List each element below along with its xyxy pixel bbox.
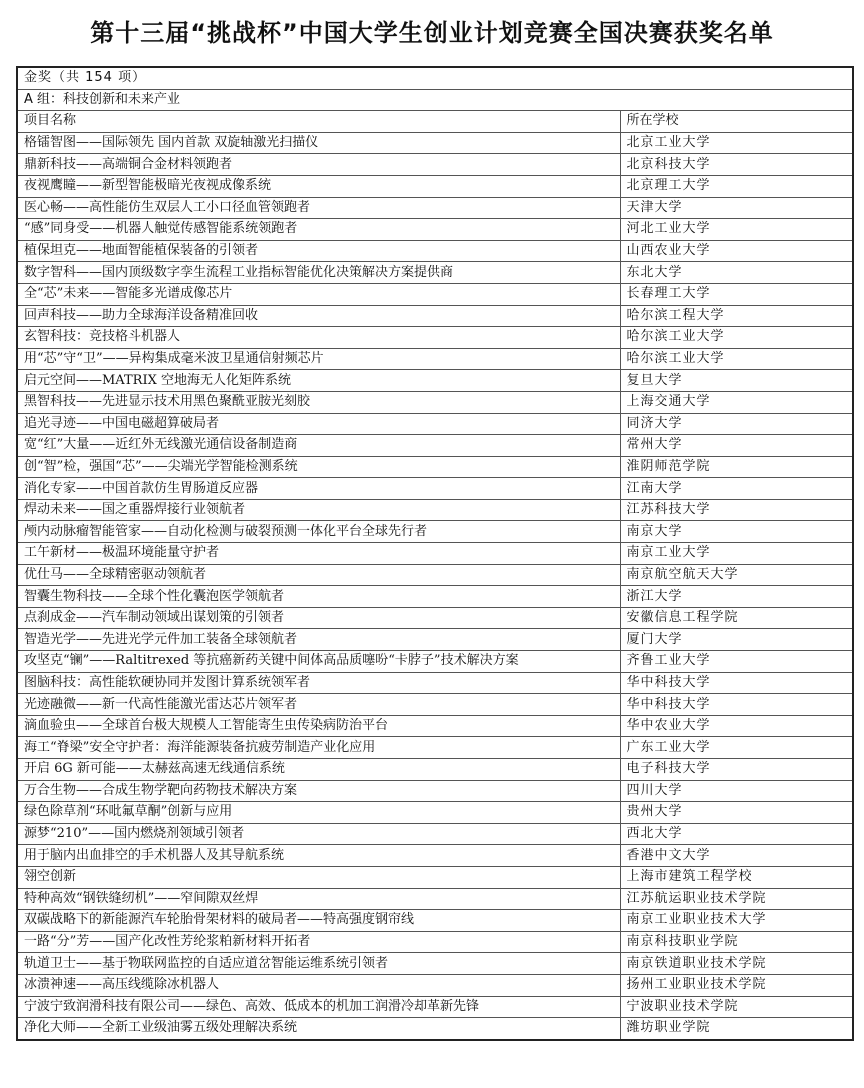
project-name-cell: 用于脑内出血排空的手术机器人及其导航系统 [17, 845, 620, 867]
table-row [17, 953, 853, 975]
table-row [17, 586, 853, 608]
project-name-cell: 开启 6G 新可能——太赫兹高速无线通信系统 [17, 759, 620, 781]
table-row [17, 823, 853, 845]
table-row [17, 348, 853, 370]
school-cell: 厦门大学 [620, 629, 853, 651]
project-name-cell: 宁波宁致润滑科技有限公司——绿色、高效、低成本的机加工润滑冷却革新先锋 [17, 996, 620, 1018]
school-cell: 香港中文大学 [620, 845, 853, 867]
school-cell: 南京铁道职业技术学院 [620, 953, 853, 975]
group-label: A 组：科技创新和未来产业 [17, 89, 853, 111]
table-row [17, 370, 853, 392]
table-row [17, 694, 853, 716]
project-name-cell: 智囊生物科技——全球个性化囊泡医学领航者 [17, 586, 620, 608]
group-label-row [17, 89, 853, 111]
project-name-cell: “感”同身受——机器人触觉传感智能系统领跑者 [17, 219, 620, 241]
table-row [17, 715, 853, 737]
school-cell: 华中农业大学 [620, 715, 853, 737]
table-row [17, 802, 853, 824]
project-name-cell: 滴血验虫——全球首台极大规模人工智能寄生虫传染病防治平台 [17, 715, 620, 737]
school-cell: 西北大学 [620, 823, 853, 845]
school-cell: 哈尔滨工业大学 [620, 327, 853, 349]
school-cell: 南京工业大学 [620, 543, 853, 565]
project-name-cell: 颅内动脉瘤智能管家——自动化检测与破裂预测一体化平台全球先行者 [17, 521, 620, 543]
school-cell: 四川大学 [620, 780, 853, 802]
project-name-cell: 点刹成金——汽车制动领域出谋划策的引领者 [17, 607, 620, 629]
school-cell: 东北大学 [620, 262, 853, 284]
table-row [17, 132, 853, 154]
table-row [17, 866, 853, 888]
table-row [17, 478, 853, 500]
table-row [17, 759, 853, 781]
school-cell: 电子科技大学 [620, 759, 853, 781]
table-row [17, 888, 853, 910]
project-name-cell: 翎空创新 [17, 866, 620, 888]
table-row [17, 262, 853, 284]
table-row [17, 845, 853, 867]
school-cell: 南京大学 [620, 521, 853, 543]
school-cell: 复旦大学 [620, 370, 853, 392]
table-row [17, 996, 853, 1018]
table-row [17, 219, 853, 241]
table-row [17, 305, 853, 327]
table-row [17, 931, 853, 953]
table-row [17, 651, 853, 673]
column-header-school: 所在学校 [620, 111, 853, 133]
project-name-cell: 医心畅——高性能仿生双层人工小口径血管领跑者 [17, 197, 620, 219]
table-row [17, 197, 853, 219]
project-name-cell: 玄智科技：竞技格斗机器人 [17, 327, 620, 349]
school-cell: 北京工业大学 [620, 132, 853, 154]
project-name-cell: 冰溃神速——高压线缆除冰机器人 [17, 974, 620, 996]
project-name-cell: 黑智科技——先进显示技术用黑色聚酰亚胺光刻胶 [17, 391, 620, 413]
table-row [17, 521, 853, 543]
school-cell: 江苏科技大学 [620, 499, 853, 521]
school-cell: 潍坊职业学院 [620, 1018, 853, 1040]
project-name-cell: 绿色除草剂“环吡氟草酮”创新与应用 [17, 802, 620, 824]
project-name-cell: 特种高效“钢铁缝纫机”——窄间隙双丝焊 [17, 888, 620, 910]
table-row [17, 391, 853, 413]
school-cell: 宁波职业技术学院 [620, 996, 853, 1018]
school-cell: 上海市建筑工程学校 [620, 866, 853, 888]
table-row [17, 283, 853, 305]
school-cell: 哈尔滨工程大学 [620, 305, 853, 327]
school-cell: 扬州工业职业技术学院 [620, 974, 853, 996]
school-cell: 南京科技职业学院 [620, 931, 853, 953]
table-row [17, 240, 853, 262]
table-row [17, 456, 853, 478]
project-name-cell: 净化大师——全新工业级油雾五级处理解决系统 [17, 1018, 620, 1040]
project-name-cell: 消化专家——中国首款仿生胃肠道反应器 [17, 478, 620, 500]
project-name-cell: 创“智”检，强国“芯”——尖端光学智能检测系统 [17, 456, 620, 478]
project-name-cell: 双碳战略下的新能源汽车轮胎骨架材料的破局者——特高强度钢帘线 [17, 910, 620, 932]
school-cell: 江苏航运职业技术学院 [620, 888, 853, 910]
table-row [17, 154, 853, 176]
project-name-cell: 回声科技——助力全球海洋设备精准回收 [17, 305, 620, 327]
school-cell: 贵州大学 [620, 802, 853, 824]
project-name-cell: 工午新材——极温环境能量守护者 [17, 543, 620, 565]
table-row [17, 974, 853, 996]
table-row [17, 327, 853, 349]
project-name-cell: 追光寻迹——中国电磁超算破局者 [17, 413, 620, 435]
page-title: 第十三届“挑战杯”中国大学生创业计划竞赛全国决赛获奖名单 [90, 19, 774, 47]
gold-award-header: 金奖（共 154 项） [17, 67, 853, 89]
school-cell: 南京工业职业技术大学 [620, 910, 853, 932]
school-cell: 长春理工大学 [620, 283, 853, 305]
school-cell: 常州大学 [620, 435, 853, 457]
school-cell: 哈尔滨工业大学 [620, 348, 853, 370]
school-cell: 江南大学 [620, 478, 853, 500]
table-row [17, 564, 853, 586]
school-cell: 浙江大学 [620, 586, 853, 608]
project-name-cell: 数字智科——国内顶级数字孪生流程工业指标智能优化决策解决方案提供商 [17, 262, 620, 284]
school-cell: 淮阴师范学院 [620, 456, 853, 478]
school-cell: 安徽信息工程学院 [620, 607, 853, 629]
project-name-cell: 万合生物——合成生物学靶向药物技术解决方案 [17, 780, 620, 802]
project-name-cell: 格镭智图——国际领先 国内首款 双旋轴激光扫描仪 [17, 132, 620, 154]
table-row [17, 629, 853, 651]
awards-table [16, 66, 854, 1041]
school-cell: 河北工业大学 [620, 219, 853, 241]
project-name-cell: 攻坚克“镧”——Raltitrexed 等抗癌新药关键中间体高品质噻吩“卡脖子”技术解决方案 [17, 651, 620, 673]
table-row [17, 175, 853, 197]
table-row [17, 1018, 853, 1040]
project-name-cell: 鼎新科技——高端铜合金材料领跑者 [17, 154, 620, 176]
project-name-cell: 启元空间——MATRIX 空地海无人化矩阵系统 [17, 370, 620, 392]
project-name-cell: 优仕马——全球精密驱动领航者 [17, 564, 620, 586]
gold-award-header-row [17, 67, 853, 89]
project-name-cell: 宽“红”大量——近红外无线激光通信设备制造商 [17, 435, 620, 457]
table-row [17, 910, 853, 932]
project-name-cell: 轨道卫士——基于物联网监控的自适应道岔智能运维系统引领者 [17, 953, 620, 975]
table-row [17, 499, 853, 521]
school-cell: 天津大学 [620, 197, 853, 219]
project-name-cell: 一路“分”芳——国产化改性芳纶浆粕新材料开拓者 [17, 931, 620, 953]
table-row [17, 435, 853, 457]
school-cell: 上海交通大学 [620, 391, 853, 413]
project-name-cell: 夜视鹰瞳——新型智能极暗光夜视成像系统 [17, 175, 620, 197]
school-cell: 山西农业大学 [620, 240, 853, 262]
project-name-cell: 海工“脊梁”安全守护者：海洋能源装备抗疲劳制造产业化应用 [17, 737, 620, 759]
school-cell: 华中科技大学 [620, 694, 853, 716]
school-cell: 北京理工大学 [620, 175, 853, 197]
project-name-cell: 智造光学——先进光学元件加工装备全球领航者 [17, 629, 620, 651]
project-name-cell: 源梦“210”——国内燃烧剂领域引领者 [17, 823, 620, 845]
table-row [17, 672, 853, 694]
project-name-cell: 焊动未来——国之重器焊接行业领航者 [17, 499, 620, 521]
column-header-row [17, 111, 853, 133]
project-name-cell: 植保坦克——地面智能植保装备的引领者 [17, 240, 620, 262]
school-cell: 齐鲁工业大学 [620, 651, 853, 673]
table-row [17, 737, 853, 759]
column-header-project: 项目名称 [17, 111, 620, 133]
project-name-cell: 用“芯”守“卫”——异构集成毫米波卫星通信射频芯片 [17, 348, 620, 370]
school-cell: 华中科技大学 [620, 672, 853, 694]
school-cell: 南京航空航天大学 [620, 564, 853, 586]
school-cell: 广东工业大学 [620, 737, 853, 759]
table-row [17, 607, 853, 629]
project-name-cell: 图脑科技：高性能软硬协同并发图计算系统领军者 [17, 672, 620, 694]
school-cell: 同济大学 [620, 413, 853, 435]
table-row [17, 780, 853, 802]
table-row [17, 413, 853, 435]
table-row [17, 543, 853, 565]
project-name-cell: 全“芯”未来——智能多光谱成像芯片 [17, 283, 620, 305]
project-name-cell: 光迹融微——新一代高性能激光雷达芯片领军者 [17, 694, 620, 716]
school-cell: 北京科技大学 [620, 154, 853, 176]
